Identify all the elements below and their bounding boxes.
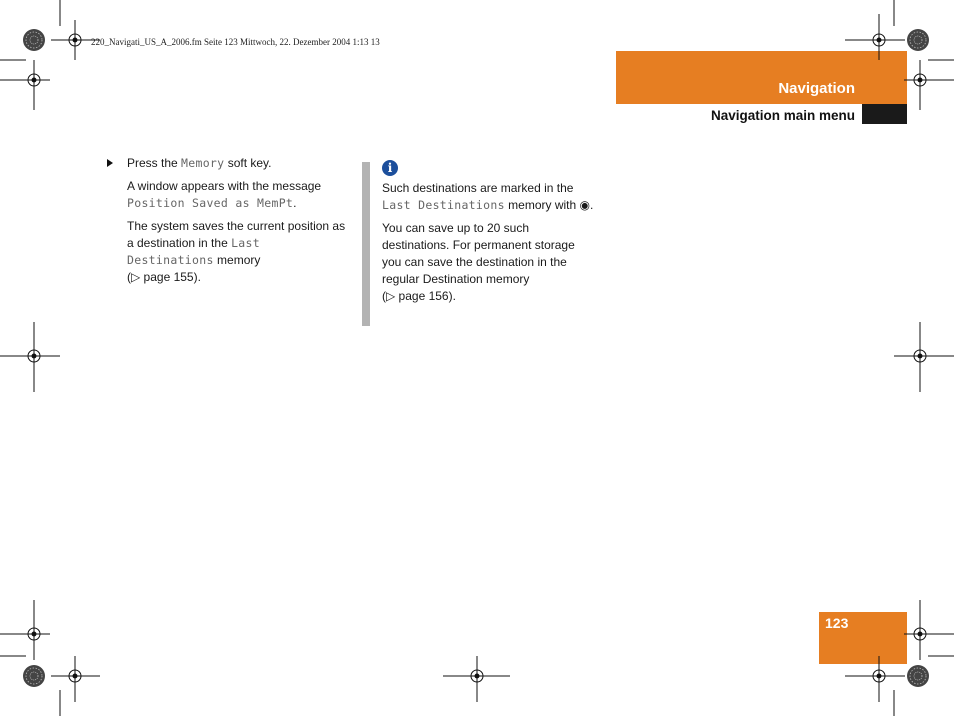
page-number: 123 <box>825 615 849 631</box>
section-title: Navigation <box>778 80 855 97</box>
info-paragraph-marked: Such destinations are marked in the Last Destinations memory with ◉. <box>382 181 594 212</box>
message-text: Position Saved as MemPt <box>127 196 294 210</box>
paragraph-window: A window appears with the message Position Saved as MemPt. <box>127 179 322 210</box>
page-reference: (▷ page 155). <box>127 270 201 284</box>
info-paragraph-storage: You can save up to 20 such destinations. For permanent storage you can save the destination in the regular Destination memory (▷ page 156). <box>382 221 575 303</box>
softkey-name: Memory <box>181 156 225 170</box>
step-instruction: Press the Memory soft key. <box>127 155 349 172</box>
memory-name: Last Destinations <box>382 198 505 212</box>
memory-name: Last Destinations <box>127 236 260 267</box>
subsection-title: Navigation main menu <box>710 108 855 123</box>
paragraph-saves: The system saves the current position as a destination in the Last Destinations memory (▷ page 155). <box>127 219 346 284</box>
page-reference: (▷ page 156). <box>382 289 456 303</box>
info-icon: i <box>382 160 398 176</box>
print-header: 220_Navigati_US_A_2006.fm Seite 123 Mittwoch, 22. Dezember 2004 1:13 13 <box>91 37 380 47</box>
